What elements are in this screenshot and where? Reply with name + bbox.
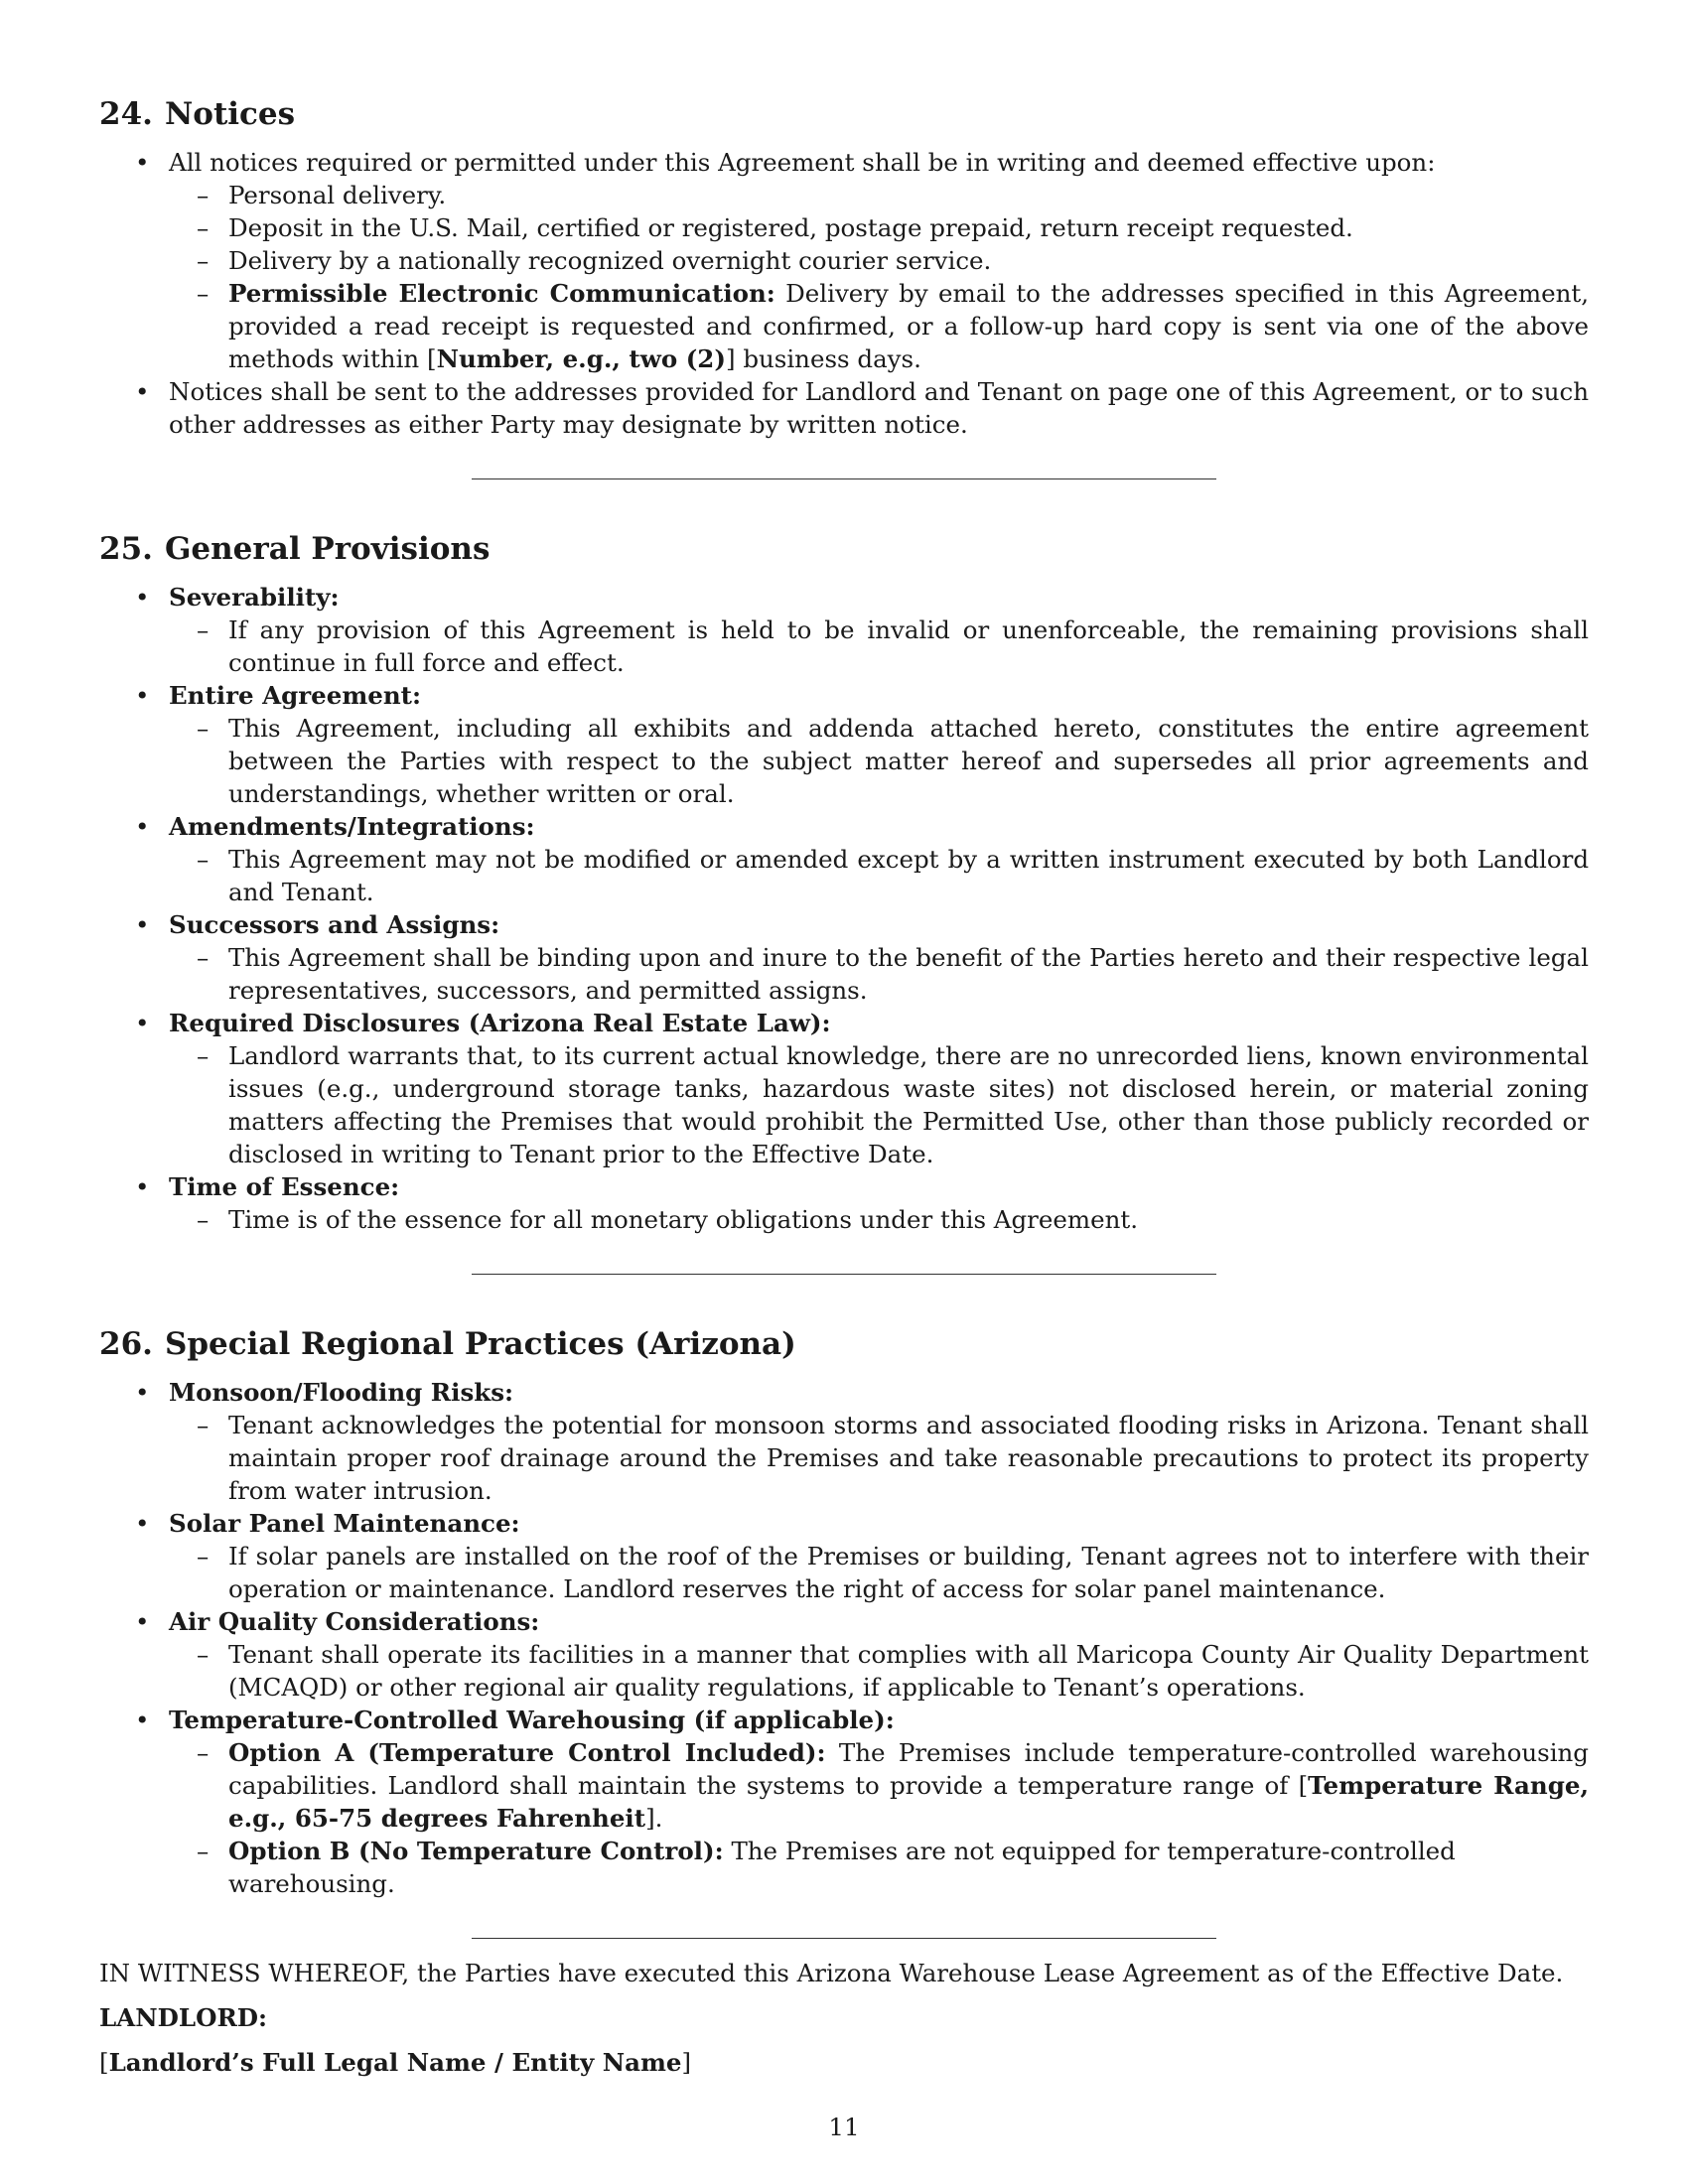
section-24-list xyxy=(99,146,1589,441)
placeholder-field: Landlord’s Full Legal Name / Entity Name xyxy=(108,2048,682,2077)
list-item xyxy=(99,1605,1589,1704)
list-item xyxy=(99,908,1589,1007)
option-label: Option A (Temperature Control Included): xyxy=(228,1738,826,1767)
section-26-list xyxy=(99,1376,1589,1900)
witness-clause: IN WITNESS WHEREOF, the Parties have executed this Arizona Warehouse Lease Agreement as of the Effective Date. xyxy=(99,1959,1564,1987)
list-item xyxy=(99,581,1589,679)
sub-list xyxy=(169,614,1589,679)
sub-item-text: Delivery by a nationally recognized overnight courier service. xyxy=(228,246,992,275)
sub-item-text: Landlord warrants that, to its current actual knowledge, there are no unrecorded liens, known environmental issues (e.g., underground storage tanks, hazardous waste sites) not disclosed herein, or material zoning matters affecting the Premises that would prohibit the Permitted Use, other than those publicly recorded or disclosed in writing to Tenant prior to the Effective Date. xyxy=(228,1041,1589,1168)
sub-item xyxy=(169,1638,1589,1704)
sub-item: – Permissible Electronic Communication: Delivery by email to the addresses specified in this Agreement, provided a read receipt is requested and confirmed, or a follow-up hard copy is sent via one of the above methods within [Number, e.g., two (2)] business days. xyxy=(169,277,1589,375)
section-number: 25. xyxy=(99,531,153,567)
list-item xyxy=(99,375,1589,441)
sub-list xyxy=(169,1409,1589,1507)
list-item xyxy=(99,679,1589,810)
section-title-text: Special Regional Practices (Arizona) xyxy=(164,1326,796,1362)
list-item xyxy=(99,1376,1589,1507)
sub-item-text: Time is of the essence for all monetary obligations under this Agreement. xyxy=(228,1205,1139,1234)
section-number: 24. xyxy=(99,96,153,132)
sub-item xyxy=(169,1409,1589,1507)
sub-item-label: Permissible Electronic Communication: xyxy=(228,279,775,308)
bullet-text: Notices shall be sent to the addresses provided for Landlord and Tenant on page one of this Agreement, or to such other addresses as either Party may designate by written notice. xyxy=(169,377,1589,439)
placeholder-field: Number, e.g., two (2) xyxy=(436,344,726,373)
item-label: Solar Panel Maintenance: xyxy=(169,1509,520,1538)
sub-item-text: This Agreement may not be modified or amended except by a written instrument executed by both Landlord and Tenant. xyxy=(228,845,1589,906)
sub-item xyxy=(169,712,1589,810)
section-25-heading xyxy=(99,529,1589,569)
list-item xyxy=(99,1007,1589,1170)
sub-list xyxy=(169,712,1589,810)
sub-item xyxy=(169,1039,1589,1170)
bullet-text: All notices required or permitted under this Agreement shall be in writing and deemed effective upon: xyxy=(169,148,1436,177)
sub-list xyxy=(169,941,1589,1007)
sub-item xyxy=(169,1835,1589,1900)
sub-list xyxy=(169,1736,1589,1900)
sub-list xyxy=(169,179,1589,375)
sub-item-text: If any provision of this Agreement is held to be invalid or unenforceable, the remaining provisions shall continue in full force and effect. xyxy=(228,615,1589,677)
section-title-text: Notices xyxy=(164,96,296,132)
sub-item xyxy=(169,941,1589,1007)
item-label: Required Disclosures (Arizona Real Estate Law): xyxy=(169,1009,831,1037)
landlord-name-placeholder: [Landlord’s Full Legal Name / Entity Name] xyxy=(99,2048,692,2077)
sub-item-text: Delivery by email to the addresses specified in this Agreement, provided a read receipt is requested and confirmed, or a follow-up hard copy is sent via one of the above methods within xyxy=(228,279,1589,373)
sub-item xyxy=(169,1203,1589,1236)
sub-item-text: The Premises are not equipped for temperature-controlled warehousing. xyxy=(228,1837,1456,1898)
list-item xyxy=(99,146,1589,375)
sub-item-text: business days. xyxy=(743,344,921,373)
sub-item-text: Tenant acknowledges the potential for monsoon storms and associated flooding risks in Arizona. Tenant shall maintain proper roof drainage around the Premises and take reasonable precautions to protect its property from water intrusion. xyxy=(228,1411,1589,1505)
horizontal-rule xyxy=(472,1938,1216,1939)
list-item xyxy=(99,1170,1589,1236)
sub-item xyxy=(169,843,1589,908)
sub-item-text: Tenant shall operate its facilities in a manner that complies with all Maricopa County Air Quality Department (MCAQD) or other regional air quality regulations, if applicable to Tenant’s operations. xyxy=(228,1640,1589,1702)
sub-item-text: Deposit in the U.S. Mail, certified or registered, postage prepaid, return receipt requested. xyxy=(228,213,1353,242)
placeholder-field: Temperature Range, e.g., 65-75 degrees Fahrenheit xyxy=(228,1771,1589,1833)
item-label: Amendments/Integrations: xyxy=(169,812,535,841)
sub-item-text: Personal delivery. xyxy=(228,181,447,209)
list-item xyxy=(99,1507,1589,1605)
item-label: Severability: xyxy=(169,583,340,612)
sub-list xyxy=(169,1638,1589,1704)
section-title-text: General Provisions xyxy=(164,531,491,567)
sub-item-text: If solar panels are installed on the roof of the Premises or building, Tenant agrees not to interfere with their operation or maintenance. Landlord reserves the right of access for solar panel maintenance. xyxy=(228,1542,1589,1603)
item-label: Successors and Assigns: xyxy=(169,910,500,939)
item-label: Air Quality Considerations: xyxy=(169,1607,540,1636)
sub-list xyxy=(169,843,1589,908)
option-label: Option B (No Temperature Control): xyxy=(228,1837,724,1865)
sub-list xyxy=(169,1203,1589,1236)
sub-item xyxy=(169,179,1589,211)
sub-item-text: . xyxy=(654,1804,663,1833)
sub-item xyxy=(169,1540,1589,1605)
sub-item xyxy=(169,244,1589,277)
item-label: Entire Agreement: xyxy=(169,681,422,710)
sub-item xyxy=(169,211,1589,244)
sub-item: – Option A (Temperature Control Included): The Premises include temperature-controlled warehousing capabilities. Landlord shall maintain the systems to provide a temperature range of [Temperature Range, e.g., 65-75 degrees Fahrenheit]. xyxy=(169,1736,1589,1835)
item-label: Monsoon/Flooding Risks: xyxy=(169,1378,514,1407)
page-number: 11 xyxy=(828,2113,860,2141)
sub-item-text: The Premises include temperature-controlled warehousing capabilities. Landlord shall maintain the systems to provide a temperature range of xyxy=(228,1738,1589,1800)
landlord-label: LANDLORD: xyxy=(99,2003,268,2032)
section-26-heading xyxy=(99,1324,1589,1364)
sub-item-text: This Agreement shall be binding upon and inure to the benefit of the Parties hereto and their respective legal representatives, successors, and permitted assigns. xyxy=(228,943,1589,1005)
list-item xyxy=(99,810,1589,908)
section-25-list xyxy=(99,581,1589,1236)
sub-list xyxy=(169,1540,1589,1605)
sub-list xyxy=(169,1039,1589,1170)
section-number: 26. xyxy=(99,1326,153,1362)
document-page xyxy=(99,94,1589,2079)
item-label: Time of Essence: xyxy=(169,1172,400,1201)
list-item xyxy=(99,1704,1589,1900)
horizontal-rule xyxy=(472,1274,1216,1275)
section-24-heading xyxy=(99,94,1589,134)
sub-item xyxy=(169,614,1589,679)
item-label: Temperature-Controlled Warehousing (if applicable): xyxy=(169,1706,895,1734)
sub-item-text: This Agreement, including all exhibits and addenda attached hereto, constitutes the entire agreement between the Parties with respect to the subject matter hereof and supersedes all prior agreements and understandings, whether written or oral. xyxy=(228,714,1589,808)
horizontal-rule xyxy=(472,478,1216,479)
